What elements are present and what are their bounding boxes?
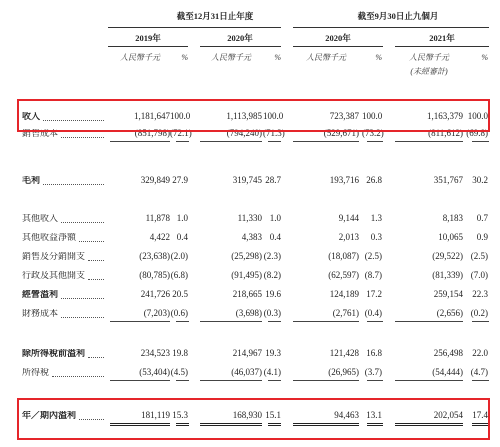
cell-net-profit-1: 15.3 [172,410,188,420]
cell-operating-profit-5: 17.2 [366,289,382,299]
cell-net-profit-2: 168,930 [232,410,262,420]
cell-selling-expenses-1: (2.0) [170,251,188,261]
rule-finance-costs-4 [293,321,359,322]
cell-income-tax-7: (4.7) [470,367,488,377]
cell-admin-expenses-6: (81,339) [432,270,463,280]
cell-gross-profit-3: 28.7 [265,175,281,185]
cell-other-gains-1: 0.4 [176,232,188,242]
rule-income-tax-2 [200,380,262,381]
cell-net-profit-0: 181,119 [141,410,170,420]
unaudited-note: (未經審計) [410,67,448,76]
cell-cost-of-sales-3: (71.3) [263,128,285,138]
cell-cost-of-sales-0: (851,798) [134,128,170,138]
rule-income-tax-7 [472,380,489,381]
cell-profit-before-tax-6: 256,498 [433,348,463,358]
cell-other-gains-5: 0.3 [370,232,382,242]
cell-other-gains-7: 0.9 [476,232,488,242]
cell-profit-before-tax-7: 22.0 [472,348,488,358]
cell-selling-expenses-4: (18,087) [328,251,359,261]
cell-other-income-4: 9,144 [338,213,359,223]
cell-selling-expenses-6: (29,522) [432,251,463,261]
cell-cost-of-sales-6: (811,612) [428,128,463,138]
cell-other-income-6: 8,183 [442,213,463,223]
cell-profit-before-tax-3: 19.3 [265,348,281,358]
row-leader-operating-profit [61,298,104,299]
pct-label-2021: % [481,53,488,62]
cell-profit-before-tax-5: 16.8 [366,348,382,358]
cell-operating-profit-7: 22.3 [472,289,488,299]
rule-income-tax-0 [110,380,170,381]
rule-cost-of-sales-3 [268,141,281,142]
cell-other-gains-3: 0.4 [269,232,281,242]
cell-other-income-5: 1.3 [370,213,382,223]
cell-cost-of-sales-1: (72.1) [170,128,192,138]
pct-label-2020b: % [375,53,382,62]
cell-admin-expenses-7: (7.0) [470,270,488,280]
rule-cost-of-sales-0 [110,141,170,142]
cell-gross-profit-6: 351,767 [433,175,463,185]
cell-other-income-2: 11,330 [237,213,262,223]
row-label-revenue: 收入 [22,112,41,121]
cell-gross-profit-5: 26.8 [366,175,382,185]
cell-profit-before-tax-2: 214,967 [232,348,262,358]
rule-income-tax-5 [367,380,383,381]
rule-finance-costs-3 [268,321,281,322]
cell-cost-of-sales-7: (69.8) [466,128,488,138]
header-rule-full-year [108,27,281,28]
row-label-finance-costs: 財務成本 [22,309,59,318]
cell-finance-costs-2: (3,698) [235,308,262,318]
rule-income-tax-1 [176,380,189,381]
rule-income-tax-6 [395,380,463,381]
year-2021-nine-months-header: 2021年 [429,33,455,43]
header-rule-nine-months [293,27,489,28]
rule-cost-of-sales-6 [395,141,463,142]
rule-finance-costs-1 [176,321,189,322]
row-label-profit-before-tax: 除所得稅前溢利 [22,349,86,358]
cell-other-income-7: 0.7 [476,213,488,223]
row-label-gross-profit: 毛利 [22,176,41,185]
row-label-other-income: 其他收入 [22,214,59,223]
cell-net-profit-6: 202,054 [433,410,463,420]
row-label-selling-expenses: 銷售及分銷開支 [22,252,86,261]
cell-selling-expenses-7: (2.5) [470,251,488,261]
row-leader-income-tax [52,376,104,377]
revenue-highlight-box [17,99,490,132]
cell-gross-profit-4: 193,716 [329,175,359,185]
cell-revenue-2: 1,113,985 [226,111,262,121]
cell-finance-costs-1: (0.6) [170,308,188,318]
cell-other-income-1: 1.0 [176,213,188,223]
cell-income-tax-4: (26,965) [328,367,359,377]
period-nine-months-header: 截至9月30日止九個月 [357,11,439,21]
cell-other-income-3: 1.0 [269,213,281,223]
row-label-operating-profit: 經營溢利 [22,290,59,299]
cell-operating-profit-4: 124,189 [329,289,359,299]
unit-label-2019: 人民幣千元 [120,53,160,62]
cell-admin-expenses-2: (91,495) [231,270,262,280]
cell-profit-before-tax-1: 19.8 [172,348,188,358]
year-2019-header: 2019年 [135,33,161,43]
cell-cost-of-sales-4: (529,671) [323,128,359,138]
cell-income-tax-1: (4.5) [170,367,188,377]
row-leader-cost-of-sales [61,137,104,138]
cell-revenue-4: 723,387 [329,111,359,121]
row-leader-gross-profit [43,184,104,185]
cell-operating-profit-0: 241,726 [140,289,170,299]
row-leader-profit-before-tax [88,357,104,358]
row-leader-admin-expenses [88,279,104,280]
cell-net-profit-5: 13.1 [366,410,382,420]
rule-finance-costs-5 [367,321,383,322]
row-leader-finance-costs [61,317,104,318]
year-rule-2020 [200,46,281,47]
cell-operating-profit-1: 20.5 [172,289,188,299]
row-label-other-gains: 其他收益淨額 [22,233,77,242]
rule-finance-costs-2 [200,321,262,322]
cell-revenue-6: 1,163,379 [427,111,463,121]
cell-income-tax-6: (54,444) [432,367,463,377]
year-2020-nine-months-header: 2020年 [325,33,351,43]
cell-operating-profit-6: 259,154 [433,289,463,299]
cell-net-profit-3: 15.1 [265,410,281,420]
year-rule-2019 [108,46,188,47]
cell-admin-expenses-4: (62,597) [328,270,359,280]
cell-income-tax-0: (53,404) [139,367,170,377]
cell-profit-before-tax-0: 234,523 [140,348,170,358]
net-profit-highlight-box [17,398,490,440]
row-leader-other-gains [79,241,104,242]
cell-finance-costs-5: (0.4) [364,308,382,318]
rule-income-tax-4 [293,380,359,381]
year-2020-header: 2020年 [227,33,253,43]
cell-other-gains-4: 2,013 [338,232,359,242]
cell-other-income-0: 11,878 [145,213,170,223]
row-label-net-profit: 年／期內溢利 [22,411,77,420]
rule-cost-of-sales-1 [176,141,189,142]
pct-label-2020: % [274,53,281,62]
cell-selling-expenses-5: (2.5) [364,251,382,261]
rule-finance-costs-7 [472,321,489,322]
cell-selling-expenses-0: (23,638) [139,251,170,261]
unit-label-2020b: 人民幣千元 [306,53,346,62]
rule-cost-of-sales-5 [367,141,383,142]
rule-income-tax-3 [268,380,281,381]
cell-admin-expenses-3: (8.2) [263,270,281,280]
cell-gross-profit-7: 30.2 [472,175,488,185]
cell-admin-expenses-1: (6.8) [170,270,188,280]
cell-revenue-7: 100.0 [467,111,488,121]
cell-gross-profit-0: 329,849 [140,175,170,185]
unit-label-2020: 人民幣千元 [211,53,251,62]
row-label-admin-expenses: 行政及其他開支 [22,271,86,280]
cell-revenue-0: 1,181,647 [134,111,170,121]
cell-cost-of-sales-5: (73.2) [362,128,384,138]
cell-finance-costs-7: (0.2) [470,308,488,318]
period-full-year-header: 截至12月31日止年度 [176,11,254,21]
cell-income-tax-2: (46,037) [231,367,262,377]
cell-selling-expenses-2: (25,298) [231,251,262,261]
rule-finance-costs-6 [395,321,463,322]
rule-cost-of-sales-2 [200,141,262,142]
rule-cost-of-sales-4 [293,141,359,142]
cell-finance-costs-4: (2,761) [332,308,359,318]
year-rule-2021 [395,46,489,47]
cell-other-gains-0: 4,422 [149,232,170,242]
row-leader-selling-expenses [88,260,104,261]
cell-other-gains-2: 4,383 [241,232,262,242]
cell-revenue-3: 100.0 [263,111,284,121]
unit-label-2021: 人民幣千元 [409,53,449,62]
cell-operating-profit-3: 19.6 [265,289,281,299]
row-label-income-tax: 所得稅 [22,368,50,377]
pct-label-2019: % [181,53,188,62]
cell-gross-profit-1: 27.9 [172,175,188,185]
cell-profit-before-tax-4: 121,428 [329,348,359,358]
cell-operating-profit-2: 218,665 [232,289,262,299]
row-label-cost-of-sales: 銷售成本 [22,129,59,138]
cell-other-gains-6: 10,065 [438,232,463,242]
cell-admin-expenses-0: (80,785) [139,270,170,280]
year-rule-2020b [293,46,383,47]
cell-revenue-1: 100.0 [170,111,191,121]
row-leader-other-income [61,222,104,223]
cell-income-tax-3: (4.1) [263,367,281,377]
cell-revenue-5: 100.0 [362,111,383,121]
cell-selling-expenses-3: (2.3) [263,251,281,261]
cell-income-tax-5: (3.7) [364,367,382,377]
cell-net-profit-4: 94,463 [334,410,359,420]
cell-admin-expenses-5: (8.7) [364,270,382,280]
cell-finance-costs-3: (0.3) [263,308,281,318]
cell-net-profit-7: 17.4 [472,410,488,420]
rule-cost-of-sales-7 [472,141,489,142]
cell-finance-costs-0: (7,203) [143,308,170,318]
cell-finance-costs-6: (2,656) [436,308,463,318]
cell-cost-of-sales-2: (794,240) [226,128,262,138]
cell-gross-profit-2: 319,745 [232,175,262,185]
rule-finance-costs-0 [110,321,170,322]
